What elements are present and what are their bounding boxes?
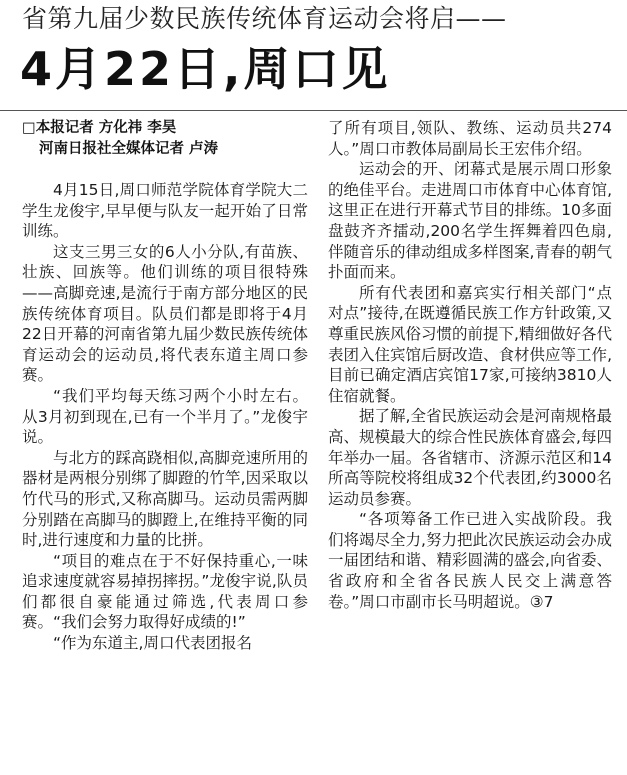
paragraph: 所有代表团和嘉宾实行相关部门“点对点”接待,在既遵循民族工作方针政策,又尊重民族风俗习惯的前提下,精细做好各代表团入住宾馆后厨改造、食材供应等工作,目前已确定酒店宾馆17家,可接纳3810人住宿就餐。	[328, 283, 612, 405]
byline-reporters: □本报记者 方化祎 李昊	[22, 120, 177, 136]
article-column-right	[328, 118, 612, 612]
byline-media-reporter: 河南日报社全媒体记者 卢涛	[39, 141, 219, 157]
paragraph: 与北方的踩高跷相似,高脚竞速所用的器材是两根分别绑了脚蹬的竹竿,因采取以竹代马的形式,又称高脚马。运动员需两脚分别踏在高脚马的脚蹬上,在维持平衡的同时,进行速度和力量的比拼。	[22, 448, 308, 550]
paragraph: 据了解,全省民族运动会是河南规格最高、规模最大的综合性民族体育盛会,每四年举办一届。各省辖市、济源示范区和14所高等院校将组成32个代表团,约3000名运动员参赛。	[328, 407, 612, 508]
paragraph: 运动会的开、闭幕式是展示周口形象的绝佳平台。走进周口市体育中心体育馆,这里正在进行开幕式节目的排练。10多面盘鼓齐齐擂动,200名学生挥舞着四色扇,伴随音乐的律动组成多样图案,青春的朝气扑面而来。	[328, 160, 612, 282]
paragraph: “各项筹备工作已进入实战阶段。我们将竭尽全力,努力把此次民族运动会办成一届团结和谐、精彩圆满的盛会,向省委、省政府和全省各民族人民交上满意答卷。”周口市副市长马明超说。③7	[328, 510, 612, 611]
byline	[22, 118, 308, 160]
spacer	[22, 160, 308, 180]
paragraph: 这支三男三女的6人小分队,有苗族、壮族、回族等。他们训练的项目很特殊——高脚竞速,是流行于南方部分地区的民族传统体育项目。队员们都是即将于4月22日开幕的河南省第九届少数民族传统体育运动会的运动员,将代表东道主周口参赛。	[22, 242, 308, 385]
paragraph-continued: 了所有项目,领队、教练、运动员共274人。”周口市教体局副局长王宏伟介绍。	[328, 119, 612, 158]
paragraph: “作为东道主,周口代表团报名	[53, 634, 252, 653]
divider	[0, 110, 627, 111]
paragraph: 4月15日,周口师范学院体育学院大二学生龙俊宇,早早便与队友一起开始了日常训练。	[22, 181, 308, 241]
headline: 4月22日,周口见	[20, 42, 391, 96]
paragraph: “项目的难点在于不好保持重心,一味追求速度就容易掉拐摔拐。”龙俊宇说,队员们都很自豪能通过筛选,代表周口参赛。“我们会努力取得好成绩的!”	[22, 551, 308, 632]
paragraph: “我们平均每天练习两个小时左右。从3月初到现在,已有一个半月了。”龙俊宇说。	[22, 386, 308, 447]
kicker-title: 省第九届少数民族传统体育运动会将启——	[22, 4, 507, 33]
article-column-left	[22, 118, 308, 654]
